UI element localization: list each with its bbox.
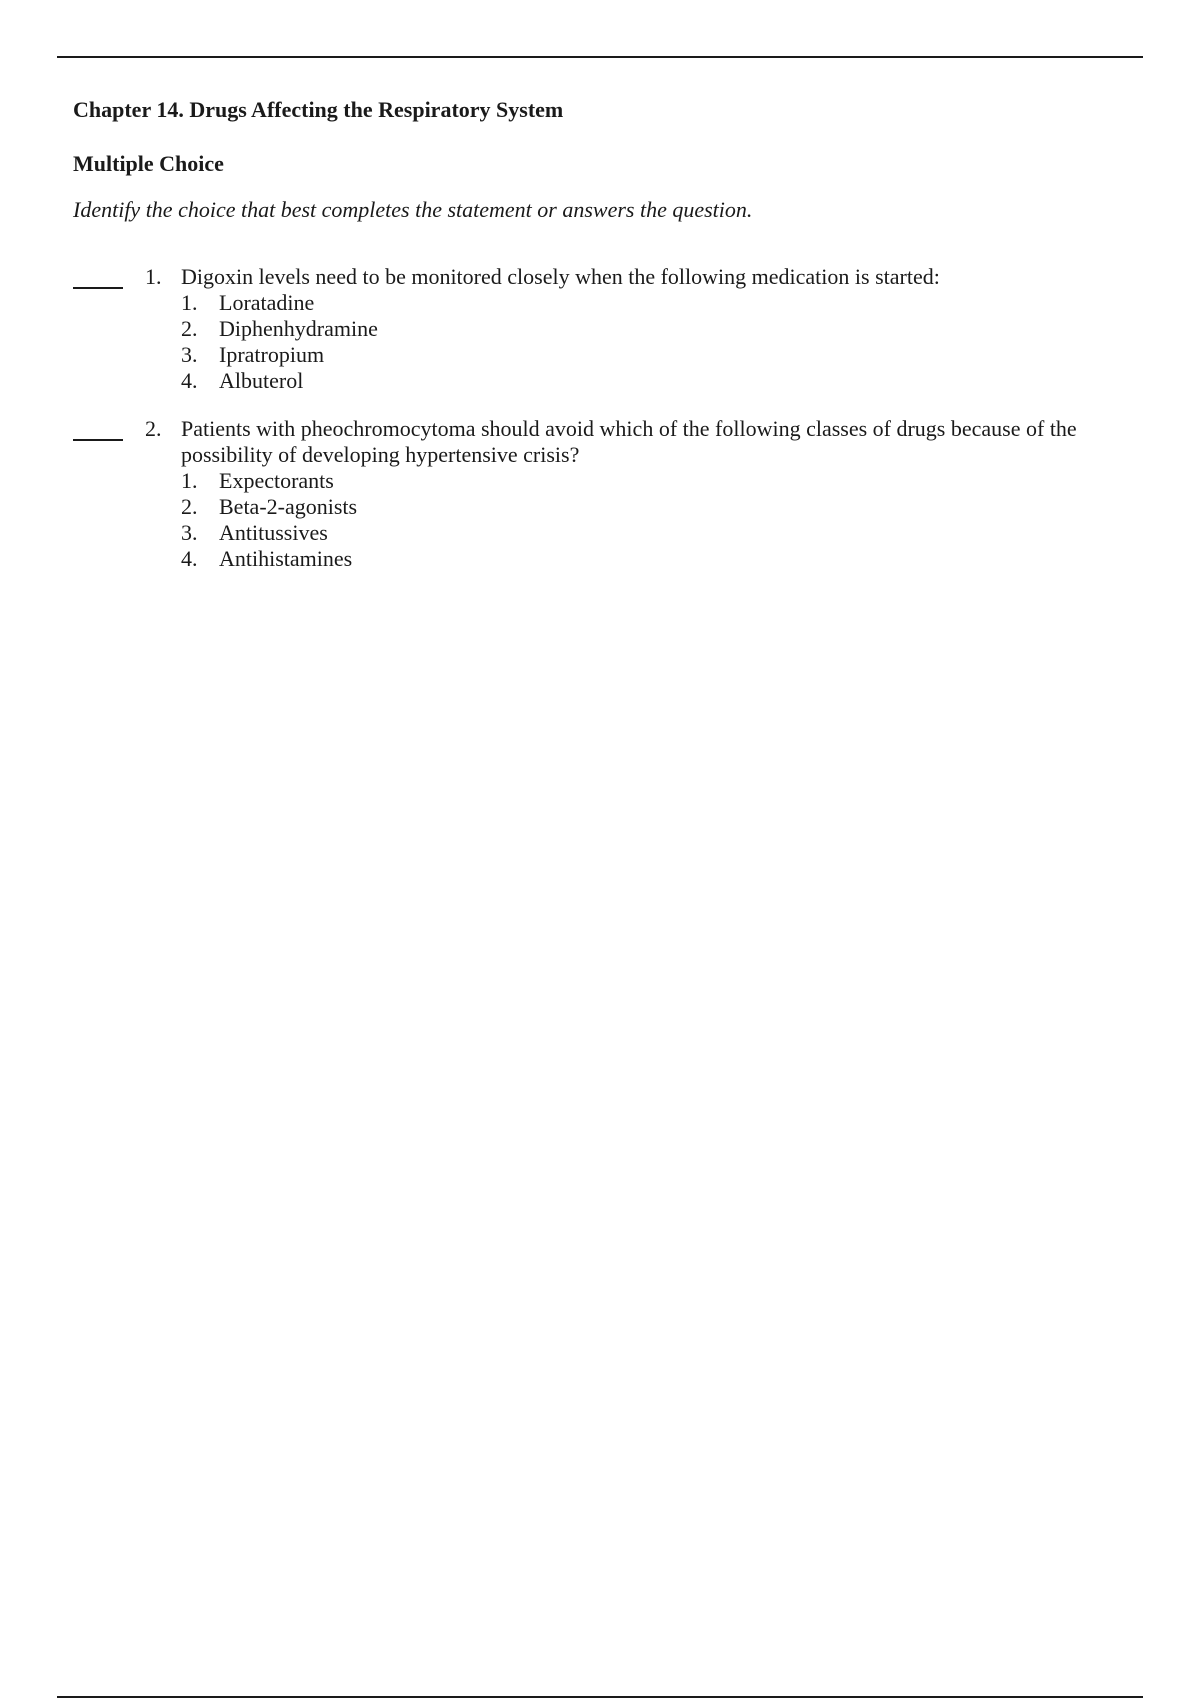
question-text: Patients with pheochromocytoma should avoid which of the following classes of drugs because of the possibility of developing hypertensive crisis? [181, 416, 1077, 467]
choice-number: 2. [181, 316, 198, 341]
choice-list [181, 468, 1143, 572]
choice-number: 1. [181, 468, 198, 493]
choice-item [181, 546, 1143, 572]
question-body [145, 264, 1143, 394]
section-title: Multiple Choice [73, 151, 224, 176]
question-body [145, 416, 1143, 572]
choice-text: Albuterol [219, 368, 304, 393]
choice-number: 1. [181, 290, 198, 315]
choice-item [181, 468, 1143, 494]
choice-text: Antihistamines [219, 546, 353, 571]
choice-text: Expectorants [219, 468, 334, 493]
choice-text: Antitussives [219, 520, 328, 545]
page-top-rule [57, 56, 1143, 58]
choice-item [181, 520, 1143, 546]
question-number: 1. [145, 264, 162, 289]
question-list [73, 264, 1143, 572]
chapter-title: Chapter 14. Drugs Affecting the Respiratory System [73, 97, 564, 122]
choice-text: Diphenhydramine [219, 316, 378, 341]
choice-number: 3. [181, 520, 198, 545]
question-1 [73, 264, 1143, 394]
choice-item [181, 368, 1143, 394]
choice-number: 4. [181, 368, 198, 393]
question-stem [145, 416, 1143, 468]
choice-number: 4. [181, 546, 198, 571]
question-stem [145, 264, 1143, 290]
choice-list [181, 290, 1143, 394]
instructions: Identify the choice that best completes the statement or answers the question. [73, 197, 753, 222]
answer-blank-2[interactable] [73, 416, 123, 441]
choice-item [181, 342, 1143, 368]
choice-number: 3. [181, 342, 198, 367]
choice-item [181, 316, 1143, 342]
choice-text: Ipratropium [219, 342, 325, 367]
answer-blank-1[interactable] [73, 264, 123, 289]
question-2 [73, 416, 1143, 572]
question-text: Digoxin levels need to be monitored closely when the following medication is started: [181, 264, 940, 289]
choice-text: Loratadine [219, 290, 315, 315]
choice-text: Beta-2-agonists [219, 494, 358, 519]
page-bottom-rule [57, 1696, 1143, 1698]
question-number: 2. [145, 416, 162, 441]
choice-item [181, 290, 1143, 316]
document-content [73, 96, 1143, 594]
choice-item [181, 494, 1143, 520]
choice-number: 2. [181, 494, 198, 519]
